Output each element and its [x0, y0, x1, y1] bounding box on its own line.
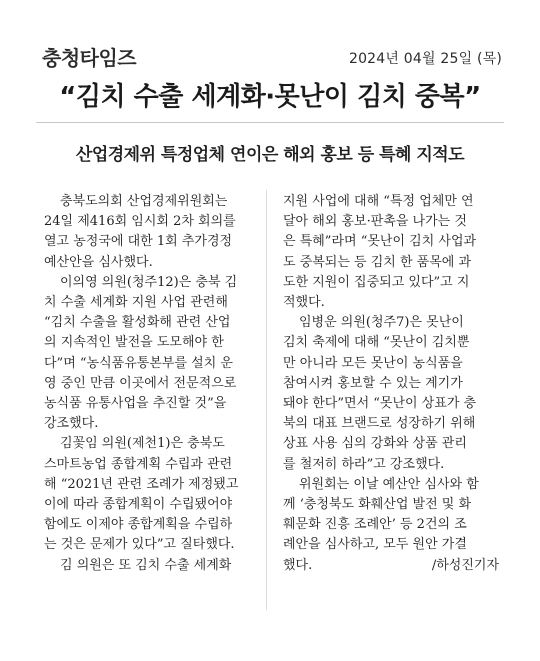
- body-line: 께 ‘충청북도 화훼산업 발전 및 화: [283, 497, 472, 513]
- body-line: 례안을 심사하고, 모두 원안 가결: [283, 537, 467, 553]
- body-line: 했다.: [283, 557, 313, 573]
- body-line: 스마트농업 종합계획 수립과 관련: [44, 456, 233, 472]
- body-line: 임병운 의원(청주7)은 못난이: [299, 315, 464, 331]
- body-line: 돼야 한다”면서 “못난이 상표가 충: [283, 396, 477, 412]
- body-line: 해 “2021년 관련 조례가 제정됐고: [44, 476, 239, 492]
- body-line: 함에도 이제야 종합계획을 수립하: [44, 517, 233, 533]
- body-line: 김꽃임 의원(제천1)은 충북도: [60, 436, 225, 452]
- article-byline: /하성진기자: [431, 557, 499, 573]
- body-line: 다”며 “농식품유통본부를 설치 운: [44, 355, 233, 371]
- headline-divider: [36, 122, 504, 123]
- body-line: “김치 수출을 활성화해 관련 산업: [44, 315, 231, 331]
- body-line: 예산안을 심사했다.: [44, 254, 153, 270]
- body-line: 를 철저히 하라”고 강조했다.: [283, 456, 445, 472]
- body-line: 24일 제416회 임시회 2차 회의를: [44, 214, 236, 230]
- body-line: 만 아니라 모든 못난이 농식품을: [283, 355, 463, 371]
- body-line: 김 의원은 또 김치 수출 세계화: [60, 557, 232, 573]
- body-column-right: [283, 192, 499, 576]
- publication-date: 2024년 04월 25일 (목): [348, 51, 502, 67]
- body-line: 이의영 의원(청주12)은 충북 김: [60, 274, 238, 290]
- article-subheadline: 산업경제위 특정업체 연이은 해외 홍보 등 특혜 지적도: [75, 145, 465, 165]
- body-line: 적했다.: [283, 295, 325, 311]
- body-line: 치 수출 세계화 지원 사업 관련해: [44, 295, 228, 311]
- body-line: 는 것은 문제가 있다”고 질타했다.: [44, 537, 235, 553]
- publication-name: 충청타임즈: [42, 46, 137, 70]
- body-line: 위원회는 이날 예산안 심사와 함: [299, 476, 479, 492]
- body-column-left: [44, 192, 260, 576]
- body-line: 의 지속적인 발전을 도모해야 한: [44, 335, 224, 351]
- body-line: 농식품 유통사업을 추진할 것”을: [44, 396, 227, 412]
- body-line: 강조했다.: [44, 416, 99, 432]
- article-headline: “김치 수출 세계화·못난이 김치 중복”: [59, 82, 481, 112]
- body-line: 상표 사용 심의 강화와 상품 관리: [283, 436, 467, 452]
- body-line: 참여시켜 홍보할 수 있는 계기가: [283, 375, 463, 391]
- body-last-line: [283, 556, 499, 576]
- body-line: 열고 농정국에 대한 1회 추가경정: [44, 234, 233, 250]
- body-line: 도한 지원이 집중되고 있다”고 지: [283, 274, 470, 290]
- body-line: 도 중복되는 등 김치 한 품목에 과: [283, 254, 472, 270]
- body-line: 지원 사업에 대해 “특정 업체만 연: [283, 194, 474, 209]
- body-line: 영 중인 만큼 이곳에서 전문적으로: [44, 375, 237, 391]
- body-line: 충북도의회 산업경제위원회는: [60, 194, 228, 209]
- body-line: 은 특혜”라며 “못난이 김치 사업과: [283, 234, 477, 250]
- body-line: 달아 해외 홍보·판촉을 나가는 것: [283, 214, 467, 230]
- body-line: 훼문화 진흥 조례안’ 등 2건의 조: [283, 517, 467, 533]
- column-divider: [266, 190, 267, 610]
- body-line: 이에 따라 종합계획이 수립됐어야: [44, 497, 233, 513]
- body-line: 북의 대표 브랜드로 성장하기 위해: [283, 416, 476, 432]
- body-line: 김치 축제에 대해 “못난이 김치뿐: [283, 335, 470, 351]
